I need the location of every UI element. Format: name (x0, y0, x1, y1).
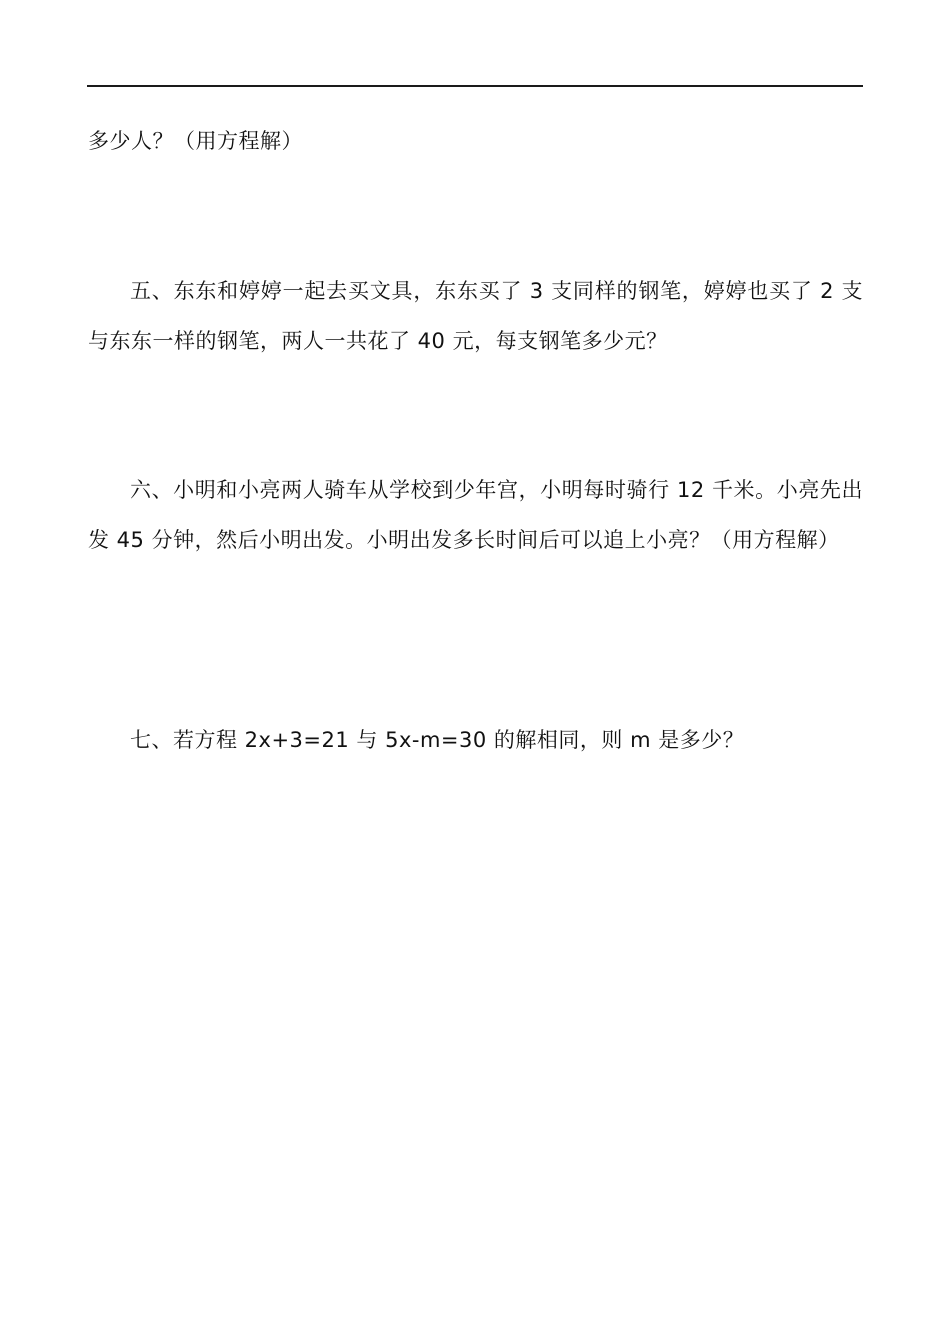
problem-6-text: 六、小明和小亮两人骑车从学校到少年宫，小明每时骑行 12 千米。小亮先出发 45 分钟，然后小明出发。小明出发多长时间后可以追上小亮？（用方程解） (88, 478, 863, 552)
header-rule (87, 85, 863, 87)
continuation-text: 多少人？（用方程解） (88, 129, 303, 153)
problem-5-text: 五、东东和婷婷一起去买文具，东东买了 3 支同样的钢笔，婷婷也买了 2 支与东东一样的钢笔，两人一共花了 40 元，每支钢笔多少元？ (88, 279, 863, 353)
problem-7-text: 七、若方程 2x+3=21 与 5x-m=30 的解相同，则 m 是多少？ (130, 728, 745, 752)
